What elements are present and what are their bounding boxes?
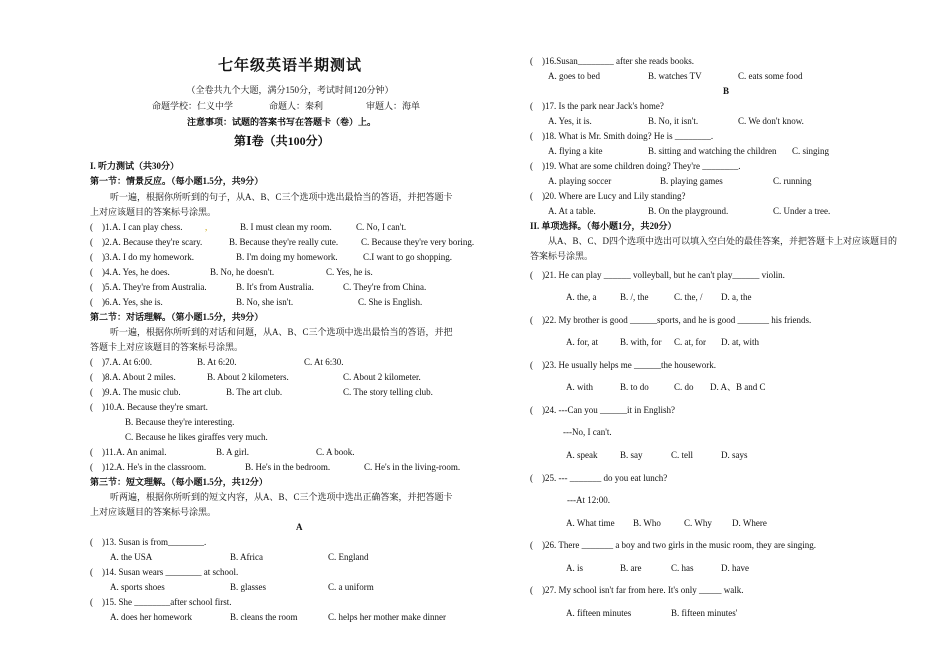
option-b: B. It's from Australia.	[236, 282, 314, 292]
question-number: ( )8.	[90, 372, 112, 382]
option-a: A. is	[566, 563, 584, 573]
question-number: ( )3.	[90, 252, 112, 262]
option-a: A. At a table.	[548, 206, 596, 216]
question-stem: ( )22. My brother is good ______sports, and he is good _______ his friends.	[530, 315, 812, 325]
author-label: 命题人：秦利	[269, 101, 324, 111]
option-b: B. A girl.	[216, 447, 250, 457]
stray-mark: ,	[205, 222, 208, 232]
option-b: B. No, she isn't.	[236, 297, 294, 307]
option-a: A. the, a	[566, 292, 597, 302]
question-stem: ( )21. He can play ______ volleyball, but he can't play______ violin.	[530, 270, 785, 280]
section1-instruction: 听一遍，根据你所听到的句子，从A、B、C三个选项中选出最恰当的答语，并把答题卡	[110, 192, 453, 202]
option-b: B. I must clean my room.	[240, 222, 332, 232]
dialogue-reply: ---No, I can't.	[563, 427, 612, 437]
question-row	[90, 280, 490, 295]
options-row	[530, 380, 930, 395]
option-c: C. He's in the living-room.	[364, 462, 461, 472]
question-number: ( )9.	[90, 387, 112, 397]
option-a: A. Because they're scary.	[112, 237, 203, 247]
option-a: A. He's in the classroom.	[116, 462, 207, 472]
options-row	[530, 204, 930, 219]
option-c: C. Because he likes giraffes very much.	[125, 432, 268, 442]
options-row	[530, 335, 930, 350]
option-d: D. Where	[732, 518, 767, 528]
option-a: A. the USA	[110, 552, 153, 562]
option-c: C. singing	[792, 146, 830, 156]
page-title: 七年级英语半期测试	[217, 56, 362, 74]
option-d: D. A、B and C	[710, 382, 766, 392]
option-a: A. speak	[566, 450, 598, 460]
option-b: B. He's in the bedroom.	[245, 462, 331, 472]
choice-instruction: 从A、B、C、D四个选项中选出可以填入空白处的最佳答案，并把答题卡上对应该题目的	[548, 236, 898, 246]
option-c: C. running	[773, 176, 812, 186]
option-c: C. helps her mother make dinner	[328, 612, 446, 622]
option-b: B. Africa	[230, 552, 263, 562]
option-a: A. Yes, she is.	[112, 297, 163, 307]
exam-scope: （全卷共九个大题，满分150分，考试时间120分钟）	[186, 85, 394, 95]
question-stem: ( )27. My school isn't far from here. It's only _____ walk.	[530, 585, 744, 595]
option-b: B. to do	[620, 382, 649, 392]
option-a: A. fifteen minutes	[566, 608, 632, 618]
question-block	[90, 400, 490, 445]
section3-instruction: 听两遍，根据你所听到的短文内容，从A、B、C三个选项中选出正确答案，并把答题卡	[110, 492, 453, 502]
option-c: C. England	[328, 552, 369, 562]
question-row	[90, 445, 490, 460]
option-b: B. fifteen minutes'	[671, 608, 738, 618]
option-a: A. They're from Australia.	[112, 282, 207, 292]
option-b: B. I'm doing my homework.	[236, 252, 338, 262]
options-row	[530, 114, 930, 129]
option-b: B. No, it isn't.	[648, 116, 699, 126]
option-c: C. The story telling club.	[343, 387, 433, 397]
options-row	[90, 580, 490, 595]
option-a: A. does her homework	[110, 612, 192, 622]
option-a: A. I can play chess.	[112, 222, 183, 232]
options-row	[530, 174, 930, 189]
option-c: C. At 6:30.	[304, 357, 344, 367]
option-a: A. About 2 miles.	[112, 372, 176, 382]
option-a: A. for, at	[566, 337, 599, 347]
passage-b-label: B	[723, 86, 730, 96]
option-c: C. They're from China.	[343, 282, 427, 292]
option-a: A. I do my homework.	[112, 252, 194, 262]
question-stem: ( )17. Is the park near Jack's home?	[530, 101, 664, 111]
choice-heading: II. 单项选择。（每小题1分，共20分）	[530, 221, 677, 231]
option-c: C. She is English.	[358, 297, 423, 307]
option-a: A. Because they're smart.	[116, 402, 208, 412]
question-stem: ( )18. What is Mr. Smith doing? He is ________.	[530, 131, 714, 141]
option-b: B. are	[620, 563, 642, 573]
options-row	[530, 290, 930, 305]
question-row	[90, 460, 490, 475]
choice-instruction-cont: 答案标号涂黑。	[530, 251, 594, 261]
section2-instruction-cont: 答题卡上对应该题目的答案标号涂黑。	[90, 342, 244, 352]
option-c: C. Under a tree.	[773, 206, 831, 216]
section2-instruction: 听一遍，根据你所听到的对话和问题，从A、B、C三个选项中选出最恰当的答语，并把	[110, 327, 453, 337]
question-stem: ( )20. Where are Lucy and Lily standing?	[530, 191, 686, 201]
option-b: B. Because they're really cute.	[229, 237, 339, 247]
option-c: C. No, I can't.	[356, 222, 407, 232]
question-stem: ( )23. He usually helps me ______the housework.	[530, 360, 716, 370]
section2-heading: 第二节：对话理解。（第小题1.5分，共9分）	[90, 312, 264, 322]
option-c: C. Because they're very boring.	[361, 237, 475, 247]
question-number: ( )2.	[90, 237, 112, 247]
option-b: B. /, the	[620, 292, 649, 302]
option-a: A. An animal.	[116, 447, 167, 457]
option-a: A. goes to bed	[548, 71, 600, 81]
options-row	[530, 606, 930, 621]
option-b: B. with, for	[620, 337, 662, 347]
question-number: ( )1.	[90, 222, 112, 232]
option-a: A. sports shoes	[110, 582, 165, 592]
question-stem: ( )24. ---Can you ______it in English?	[530, 405, 675, 415]
option-c: C. a uniform	[328, 582, 374, 592]
section3-heading: 第三节：短文理解。（每小题1.5分，共12分）	[90, 477, 268, 487]
option-b: B. Who	[633, 518, 661, 528]
section1-instruction-cont: 上对应该题目的答案标号涂黑。	[90, 207, 217, 217]
option-b: B. On the playground.	[648, 206, 729, 216]
question-row	[90, 370, 490, 385]
options-row	[90, 550, 490, 565]
option-a: A. What time	[566, 518, 615, 528]
question-row	[90, 250, 490, 265]
option-c: C. Yes, he is.	[326, 267, 373, 277]
option-b: B. Because they're interesting.	[125, 417, 235, 427]
question-stem: ( )13. Susan is from________.	[90, 537, 207, 547]
question-row	[90, 265, 490, 280]
reviewer-label: 审题人：海单	[366, 101, 421, 111]
school-label: 命题学校：仁义中学	[152, 101, 234, 111]
question-stem: ( )26. There _______ a boy and two girls in the music room, they are singing.	[530, 540, 817, 550]
option-c: C. do	[674, 382, 694, 392]
options-row	[530, 561, 930, 576]
question-number: ( )11.	[90, 447, 116, 457]
option-c: C. at, for	[674, 337, 706, 347]
option-c: C. has	[671, 563, 694, 573]
option-a: A. Yes, it is.	[548, 116, 592, 126]
option-a: A. The music club.	[112, 387, 181, 397]
question-row	[90, 295, 490, 310]
question-number: ( )10.	[90, 402, 117, 412]
question-stem: ( )14. Susan wears ________ at school.	[90, 567, 239, 577]
option-b: B. sitting and watching the children	[648, 146, 777, 156]
option-a: A. with	[566, 382, 593, 392]
question-stem: ( )16.Susan________ after she reads books.	[530, 56, 694, 66]
option-a: A. At 6:00.	[112, 357, 153, 367]
question-number: ( )7.	[90, 357, 112, 367]
options-row	[530, 144, 930, 159]
option-b: B. About 2 kilometers.	[207, 372, 289, 382]
question-row	[90, 235, 490, 250]
dialogue-reply: ---At 12:00.	[567, 495, 610, 505]
option-a: A. Yes, he does.	[112, 267, 170, 277]
question-number: ( )12.	[90, 462, 117, 472]
option-b: B. The art club.	[226, 387, 283, 397]
option-d: D. says	[721, 450, 748, 460]
option-d: D. a, the	[721, 292, 752, 302]
question-row	[90, 385, 490, 400]
section1-heading: 第一节：情景反应。（每小题1.5分，共9分）	[90, 176, 264, 186]
option-d: D. have	[721, 563, 749, 573]
options-row	[530, 448, 930, 463]
option-b: B. cleans the room	[230, 612, 298, 622]
option-c: C. About 2 kilometer.	[343, 372, 421, 382]
passage-a-label: A	[296, 522, 303, 532]
options-row	[530, 69, 930, 84]
question-row	[90, 220, 490, 235]
option-c: C. eats some food	[738, 71, 803, 81]
options-row	[90, 610, 490, 625]
option-c: C.I want to go shopping.	[363, 252, 452, 262]
question-number: ( )4.	[90, 267, 112, 277]
listening-heading: I. 听力测试（共30分）	[90, 161, 180, 171]
option-c: C. We don't know.	[738, 116, 804, 126]
option-a: A. playing soccer	[548, 176, 612, 186]
section3-instruction-cont: 上对应该题目的答案标号涂黑。	[90, 507, 217, 517]
notice: 注意事项：试题的答案书写在答题卡（卷）上。	[187, 117, 377, 127]
option-b: B. say	[620, 450, 643, 460]
question-number: ( )5.	[90, 282, 112, 292]
option-b: B. playing games	[660, 176, 723, 186]
question-stem: ( )15. She ________after school first.	[90, 597, 232, 607]
option-c: C. Why	[684, 518, 712, 528]
question-stem: ( )19. What are some children doing? They're ________.	[530, 161, 741, 171]
option-b: B. watches TV	[648, 71, 702, 81]
option-c: C. tell	[671, 450, 693, 460]
option-d: D. at, with	[721, 337, 759, 347]
option-b: B. glasses	[230, 582, 266, 592]
option-b: B. At 6:20.	[197, 357, 237, 367]
option-c: C. A book.	[316, 447, 355, 457]
question-row	[90, 355, 490, 370]
volume-heading: 第Ⅰ卷（共100分）	[234, 134, 330, 148]
options-row	[530, 516, 930, 531]
option-c: C. the, /	[674, 292, 703, 302]
option-a: A. flying a kite	[548, 146, 603, 156]
option-b: B. No, he doesn't.	[210, 267, 275, 277]
question-stem: ( )25. --- _______ do you eat lunch?	[530, 473, 668, 483]
question-number: ( )6.	[90, 297, 112, 307]
